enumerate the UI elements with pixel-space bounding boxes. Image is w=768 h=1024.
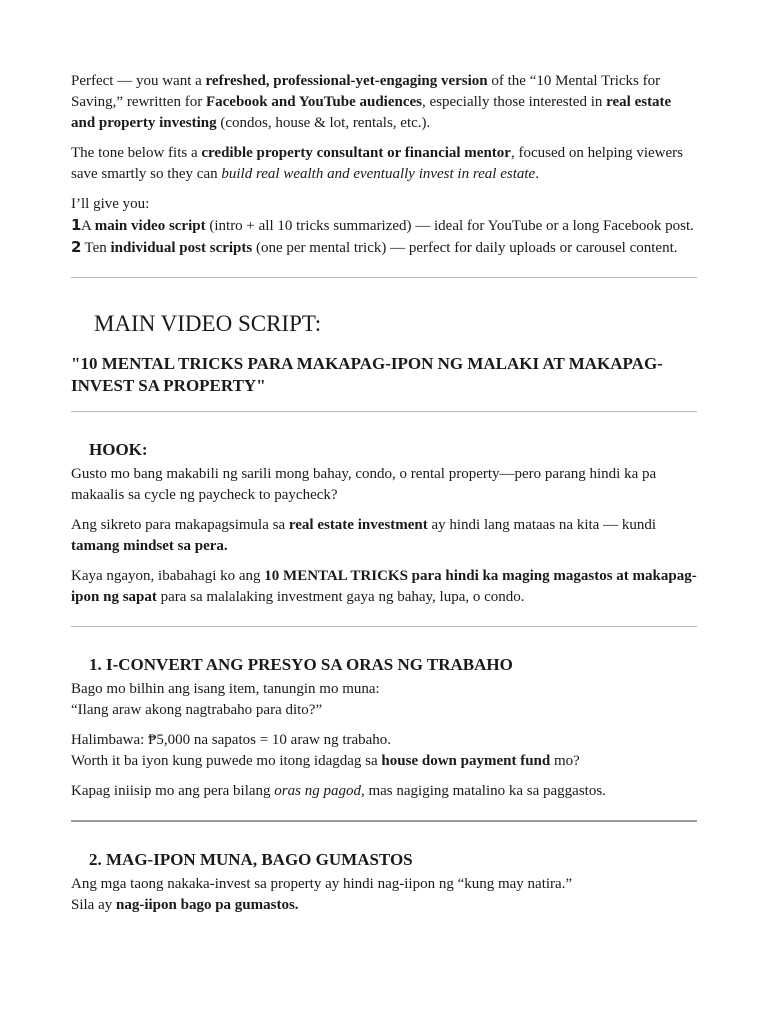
section-1-paragraph-1: Bago mo bilhin ang isang item, tanungin mo muna: “Ilang araw akong nagtrabaho para dito?” (71, 681, 380, 718)
section-1-paragraph-3: Kapag iniisip mo ang pera bilang oras ng pagod, mas nagiging matalino ka sa paggastos. (71, 783, 606, 799)
intro-list-item-1: 1A main video script (intro + all 10 tricks summarized) — ideal for YouTube or a long Facebook post. (71, 216, 694, 234)
main-video-script-heading: MAIN VIDEO SCRIPT: (94, 311, 322, 336)
script-title: "10 MENTAL TRICKS PARA MAKAPAG-IPON NG MALAKI AT MAKAPAG-INVEST SA PROPERTY" (71, 354, 663, 395)
divider (71, 277, 697, 278)
hook-paragraph-2: Ang sikreto para makapagsimula sa real estate investment ay hindi lang mataas na kita — kundi tamang mindset sa pera. (71, 517, 656, 554)
divider (71, 411, 697, 412)
section-1-heading: 1. I-CONVERT ANG PRESYO SA ORAS NG TRABAHO (89, 655, 513, 674)
hook-heading: HOOK: (89, 440, 148, 459)
divider (71, 820, 697, 822)
hook-paragraph-3: Kaya ngayon, ibabahagi ko ang 10 MENTAL TRICKS para hindi ka maging magastos at makapag-ipon ng sapat para sa malalaking investment gaya ng bahay, lupa, o condo. (71, 568, 697, 605)
number-two-icon: 2 (71, 238, 82, 256)
hook-paragraph-1: Gusto mo bang makabili ng sarili mong bahay, condo, o rental property—pero parang hindi ka pa makaalis sa cycle ng paycheck to paycheck? (71, 466, 657, 503)
divider (71, 626, 697, 627)
intro-paragraph-1: Perfect — you want a refreshed, professional-yet-engaging version of the “10 Mental Tricks for Saving,” rewritten for Facebook and YouTube audiences, especially those interested in real estate and property investing (condos, house & lot, rentals, etc.). (71, 73, 672, 131)
intro-list (71, 194, 697, 259)
intro-list-lead: I’ll give you: (71, 196, 150, 212)
section-2-heading: 2. MAG-IPON MUNA, BAGO GUMASTOS (89, 850, 413, 869)
section-2-paragraph-1: Ang mga taong nakaka-invest sa property ay hindi nag-iipon ng “kung may natira.” Sila ay nag-iipon bago pa gumastos. (71, 876, 573, 913)
intro-list-item-2: 2 Ten individual post scripts (one per mental trick) — perfect for daily uploads or carousel content. (71, 238, 678, 256)
number-one-icon: 1 (71, 216, 82, 234)
intro-paragraph-2: The tone below fits a credible property consultant or financial mentor, focused on helping viewers save smartly so they can build real wealth and eventually invest in real estate. (71, 145, 684, 182)
section-1-paragraph-2: Halimbawa: ₱5,000 na sapatos = 10 araw ng trabaho. Worth it ba iyon kung puwede mo itong idagdag sa house down payment fund mo? (71, 732, 580, 769)
